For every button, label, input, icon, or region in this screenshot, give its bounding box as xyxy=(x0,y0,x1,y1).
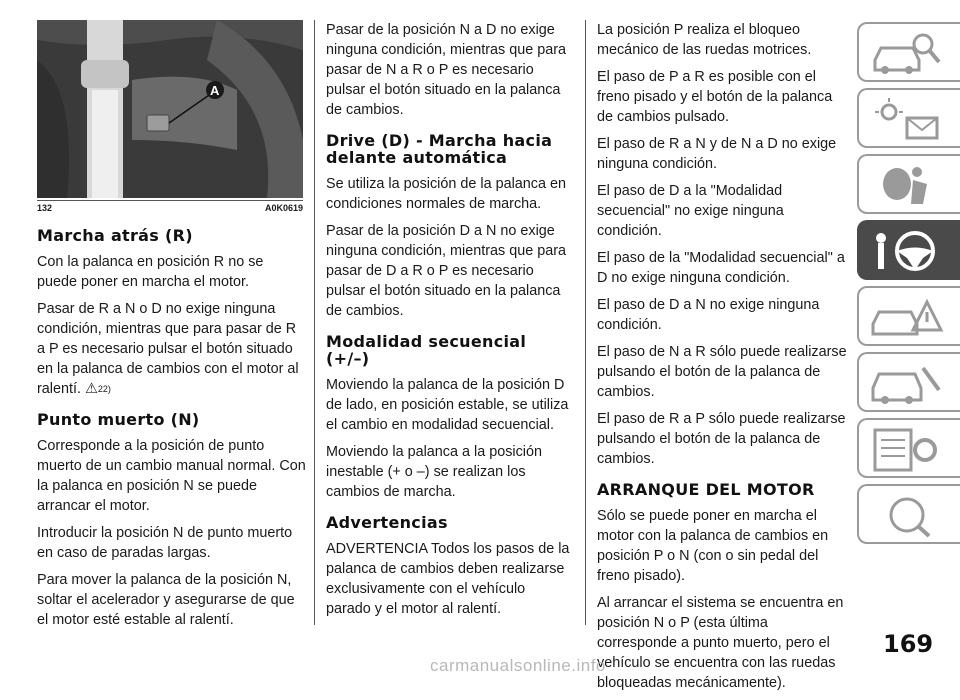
heading-sequential: Modalidad secuencial (+/–) xyxy=(326,332,527,368)
column-3 xyxy=(597,20,849,700)
paragraph: El paso de N a R sólo puede realizarse pulsando el botón de la palanca de cambios. xyxy=(597,344,847,400)
paragraph: El paso de la "Modalidad secuencial" a D no exige ninguna condición. xyxy=(597,250,845,286)
tab-specs-list[interactable] xyxy=(857,418,960,478)
warning-triangle-icon: ⚠ xyxy=(85,381,98,397)
heading-drive: Drive (D) - Marcha hacia delante automática xyxy=(326,131,553,167)
key-steering-wheel-icon xyxy=(867,228,947,274)
paragraph: El paso de R a N y de N a D no exige ninguna condición. xyxy=(597,136,837,172)
specs-list-icon xyxy=(867,426,947,472)
paragraph: Pasar de la posición D a N no exige ninguna condición, mientras que para pasar de D a R o P es necesario pulsar el botón situado en la palanca de cambios. xyxy=(326,223,567,319)
heading-engine-start: ARRANQUE DEL MOTOR xyxy=(597,480,815,499)
paragraph: Para mover la palanca de la posición N, soltar el acelerador y asegurarse de que el motor esté estable al ralentí. xyxy=(37,572,295,628)
tab-airbag-seat[interactable] xyxy=(857,154,960,214)
paragraph: ADVERTENCIA Todos los pasos de la palanca de cambios deben realizarse exclusivamente con el vehículo parado y el motor al ralentí. xyxy=(326,541,570,617)
paragraph: Al arrancar el sistema se encuentra en posición N o P (esta última corresponde a punto muerto, pero el vehículo se encuentra con las ruedas bloqueadas mecánicamente). xyxy=(597,595,844,691)
paragraph: Corresponde a la posición de punto muerto de un cambio manual normal. Con la palanca en posición N se puede arrancar el motor. xyxy=(37,438,306,514)
column-divider xyxy=(585,20,586,625)
watermark: carmanualsonline.info xyxy=(430,656,606,675)
warning-car-icon xyxy=(867,294,947,340)
figure-caption xyxy=(37,200,303,215)
paragraph: El paso de R a P sólo puede realizarse pulsando el botón de la palanca de cambios. xyxy=(597,411,846,467)
column-divider xyxy=(314,20,315,625)
gear-lever-figure xyxy=(37,20,303,198)
paragraph: Sólo se puede poner en marcha el motor con la palanca de cambios en posición P o N (con o sin pedal del freno pisado). xyxy=(597,508,829,584)
chapter-tabs xyxy=(857,22,960,550)
dashboard-lights-icon xyxy=(867,96,947,142)
column-2 xyxy=(326,20,571,626)
paragraph: Pasar de la posición N a D no exige ninguna condición, mientras que para pasar de N a R o P es necesario pulsar el botón situado en la palanca de cambios. xyxy=(326,22,567,118)
airbag-seat-icon xyxy=(867,162,947,208)
heading-warnings: Advertencias xyxy=(326,513,448,532)
car-search-icon xyxy=(867,30,947,76)
figure-code: A0K0619 xyxy=(264,203,303,213)
tab-car-search[interactable] xyxy=(857,22,960,82)
car-service-icon xyxy=(867,360,947,406)
paragraph: Se utiliza la posición de la palanca en condiciones normales de marcha. xyxy=(326,176,567,212)
paragraph: Introducir la posición N de punto muerto en caso de paradas largas. xyxy=(37,525,293,561)
paragraph: Pasar de R a N o D no exige ninguna condición, mientras que para pasar de R a P es necesario pulsar el botón situado en la palanca de cambios con el motor al ralentí. ⚠22) xyxy=(37,301,299,397)
column-1 xyxy=(37,215,307,637)
heading-neutral: Punto muerto (N) xyxy=(37,410,200,429)
alphabet-index-icon xyxy=(867,492,947,538)
paragraph: La posición P realiza el bloqueo mecánico de las ruedas motrices. xyxy=(597,22,812,58)
heading-reverse: Marcha atrás (R) xyxy=(37,226,193,245)
tab-dashboard-lights[interactable] xyxy=(857,88,960,148)
tab-warning-car[interactable] xyxy=(857,286,960,346)
paragraph: Con la palanca en posición R no se puede poner en marcha el motor. xyxy=(37,254,264,290)
paragraph: El paso de P a R es posible con el freno pisado y el botón de la palanca de cambios pulsado. xyxy=(597,69,833,125)
paragraph: Moviendo la palanca a la posición inestable (+ o –) se realizan los cambios de marcha. xyxy=(326,444,543,500)
paragraph: El paso de D a la "Modalidad secuencial" no exige ninguna condición. xyxy=(597,183,784,239)
tab-key-steering-wheel[interactable] xyxy=(857,220,960,280)
paragraph: El paso de D a N no exige ninguna condición. xyxy=(597,297,820,333)
figure-number: 132 xyxy=(37,203,53,213)
paragraph: Moviendo la palanca de la posición D de lado, en posición estable, se utiliza el cambio en modalidad secuencial. xyxy=(326,377,569,433)
reference-note: 22) xyxy=(97,384,111,394)
tab-alphabet-index[interactable] xyxy=(857,484,960,544)
page-number: 169 xyxy=(883,630,934,658)
callout-label: A xyxy=(210,83,220,98)
tab-car-service[interactable] xyxy=(857,352,960,412)
